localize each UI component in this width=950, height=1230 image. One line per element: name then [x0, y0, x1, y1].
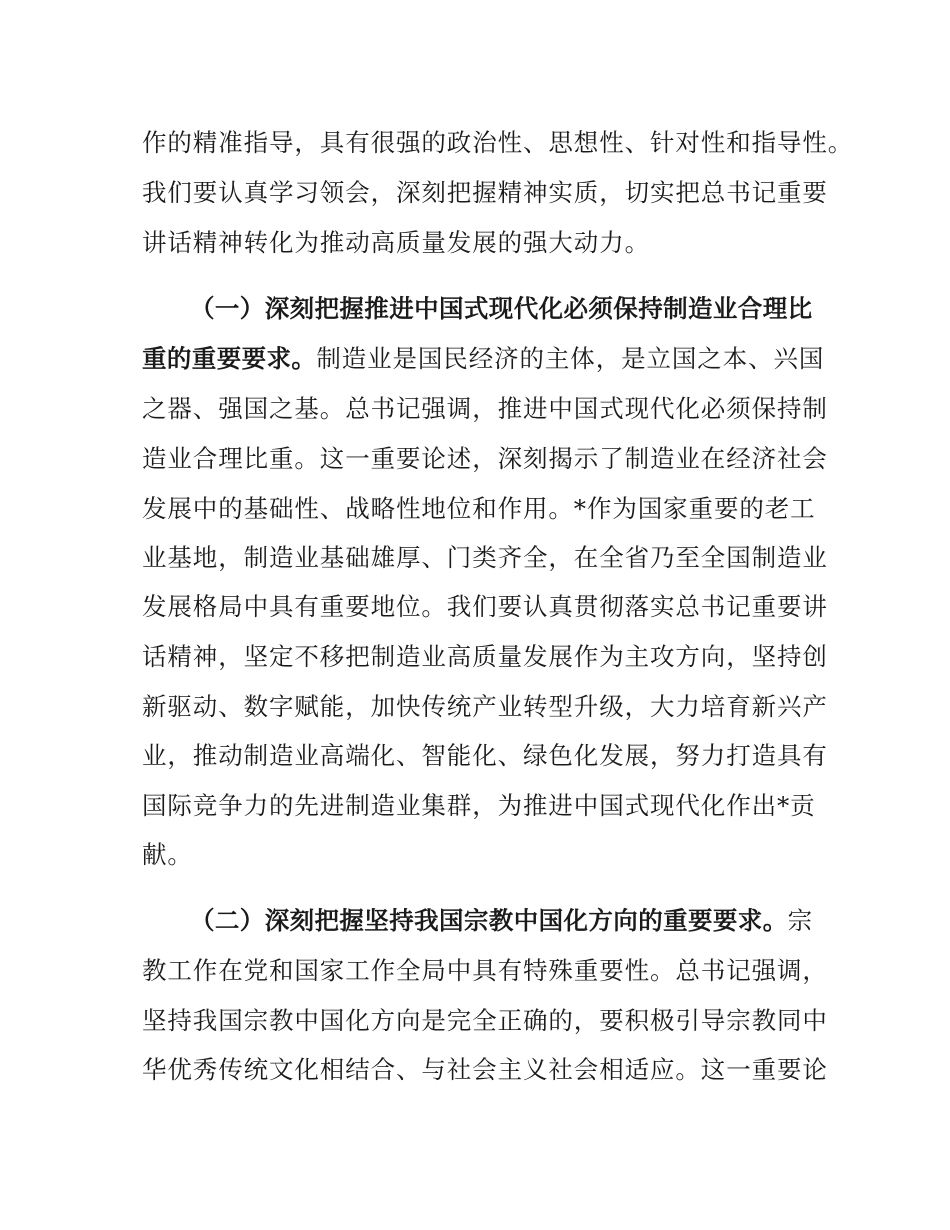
paragraph-line: 讲话精神转化为推动高质量发展的强大动力。	[142, 228, 650, 257]
section-heading-text: 重的重要要求。	[142, 344, 317, 373]
paragraph-line: 我们要认真学习领会，深刻把握精神实质，切实把总书记重要	[142, 178, 828, 207]
paragraph-line: 教工作在党和国家工作全局中具有特殊重要性。总书记强调，	[142, 956, 828, 985]
paragraph-text: 宗	[787, 906, 814, 935]
paragraph-line: 国际竞争力的先进制造业集群，为推进中国式现代化作出*贡	[142, 791, 816, 820]
section-heading-2	[190, 904, 813, 938]
paragraph-line: 华优秀传统文化相结合、与社会主义社会相适应。这一重要论	[142, 1055, 828, 1084]
paragraph-line	[142, 342, 824, 376]
paragraph-line: 业基地，制造业基础雄厚、门类齐全，在全省乃至全国制造业	[142, 543, 828, 572]
paragraph-line: 话精神，坚定不移把制造业高质量发展作为主攻方向，坚持创	[142, 642, 828, 671]
paragraph-text: 制造业是国民经济的主体，是立国之本、兴国	[316, 344, 825, 373]
paragraph-line: 新驱动、数字赋能，加快传统产业转型升级，大力培育新兴产	[142, 692, 828, 721]
paragraph-line: 发展中的基础性、战略性地位和作用。*作为国家重要的老工	[142, 494, 816, 523]
paragraph-line: 业，推动制造业高端化、智能化、绿色化发展，努力打造具有	[142, 741, 828, 770]
paragraph-line: 造业合理比重。这一重要论述，深刻揭示了制造业在经济社会	[142, 444, 828, 473]
section-heading-text: （二）深刻把握坚持我国宗教中国化方向的重要要求。	[190, 906, 788, 935]
paragraph-line: 发展格局中具有重要地位。我们要认真贯彻落实总书记重要讲	[142, 592, 828, 621]
paragraph-line: 献。	[142, 840, 193, 869]
section-heading-1	[190, 292, 813, 326]
paragraph-line: 之器、强国之基。总书记强调，推进中国式现代化必须保持制	[142, 394, 828, 423]
paragraph-line: 作的精准指导，具有很强的政治性、思想性、针对性和指导性。	[142, 128, 854, 157]
section-heading-text: （一）深刻把握推进中国式现代化必须保持制造业合理比	[190, 294, 813, 323]
paragraph-line: 坚持我国宗教中国化方向是完全正确的，要积极引导宗教同中	[142, 1006, 828, 1035]
